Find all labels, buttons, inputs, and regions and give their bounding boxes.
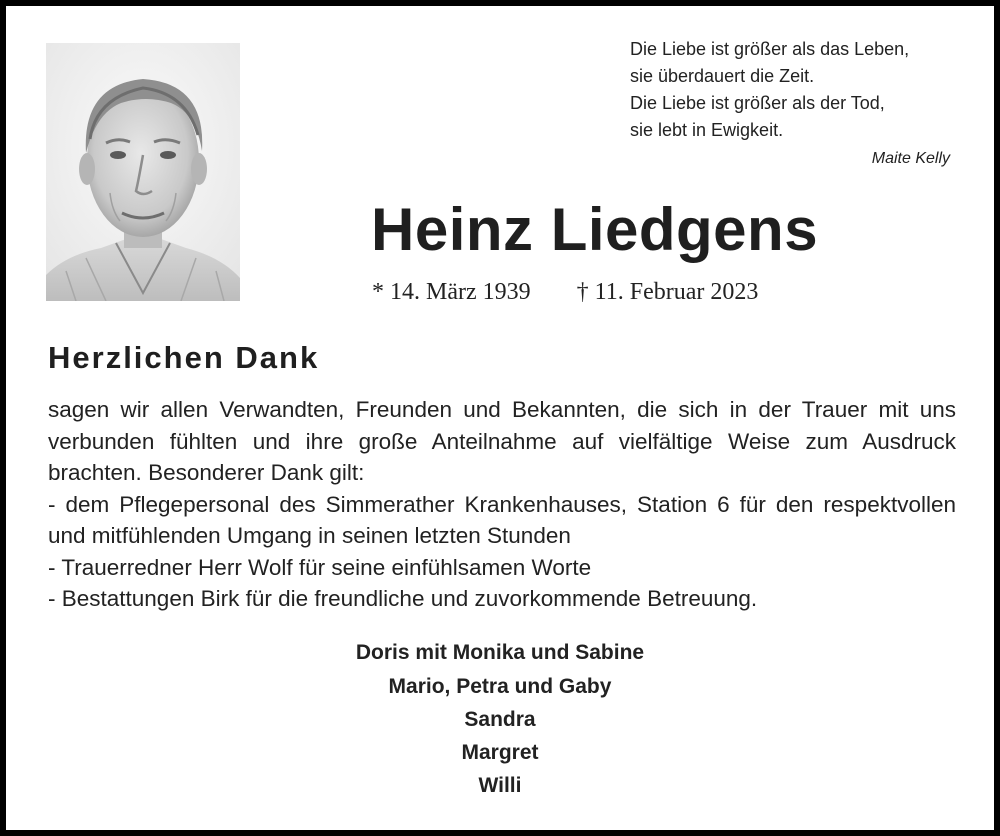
portrait-image [46, 43, 240, 301]
signer-line: Sandra [464, 708, 536, 731]
deceased-name: Heinz Liedgens [371, 196, 819, 263]
thanks-text [48, 394, 956, 615]
poem-line: Die Liebe ist größer als das Leben, [630, 39, 910, 59]
signer-line: Willi [478, 774, 522, 797]
signer-line: Doris mit Monika und Sabine [355, 641, 645, 664]
thanks-item: - Trauerredner Herr Wolf für seine einfühlsamen Worte [48, 554, 592, 580]
life-dates [372, 277, 758, 307]
thanks-paragraph: sagen wir allen Verwandten, Freunden und Bekannten, die sich in der Trauer mit uns verbunden fühlten und ihre große Anteilnahme auf vielfältige Weise zum Ausdruck brachten. Besonderer Dank gilt: [48, 397, 956, 485]
death-date: † 11. Februar 2023 [576, 279, 759, 305]
signers-list [6, 636, 994, 802]
poem-line: sie überdauert die Zeit. [630, 66, 815, 86]
memorial-poem [610, 36, 950, 172]
thanks-heading: Herzlichen Dank [48, 340, 320, 375]
portrait-photo [46, 43, 240, 301]
birth-date: * 14. März 1939 [372, 279, 531, 305]
poem-author: Maite Kelly [871, 150, 950, 167]
thanks-item: - Bestattungen Birk für die freundliche und zuvorkommende Betreuung. [48, 586, 758, 611]
signer-line: Margret [461, 741, 539, 764]
thanks-item: - dem Pflegepersonal des Simmerather Krankenhauses, Station 6 für den respektvollen und mitfühlenden Umgang in seinen letzten Stunden [48, 491, 956, 548]
poem-line: sie lebt in Ewigkeit. [630, 120, 784, 140]
poem-line: Die Liebe ist größer als der Tod, [630, 93, 885, 113]
signer-line: Mario, Petra und Gaby [388, 675, 612, 698]
